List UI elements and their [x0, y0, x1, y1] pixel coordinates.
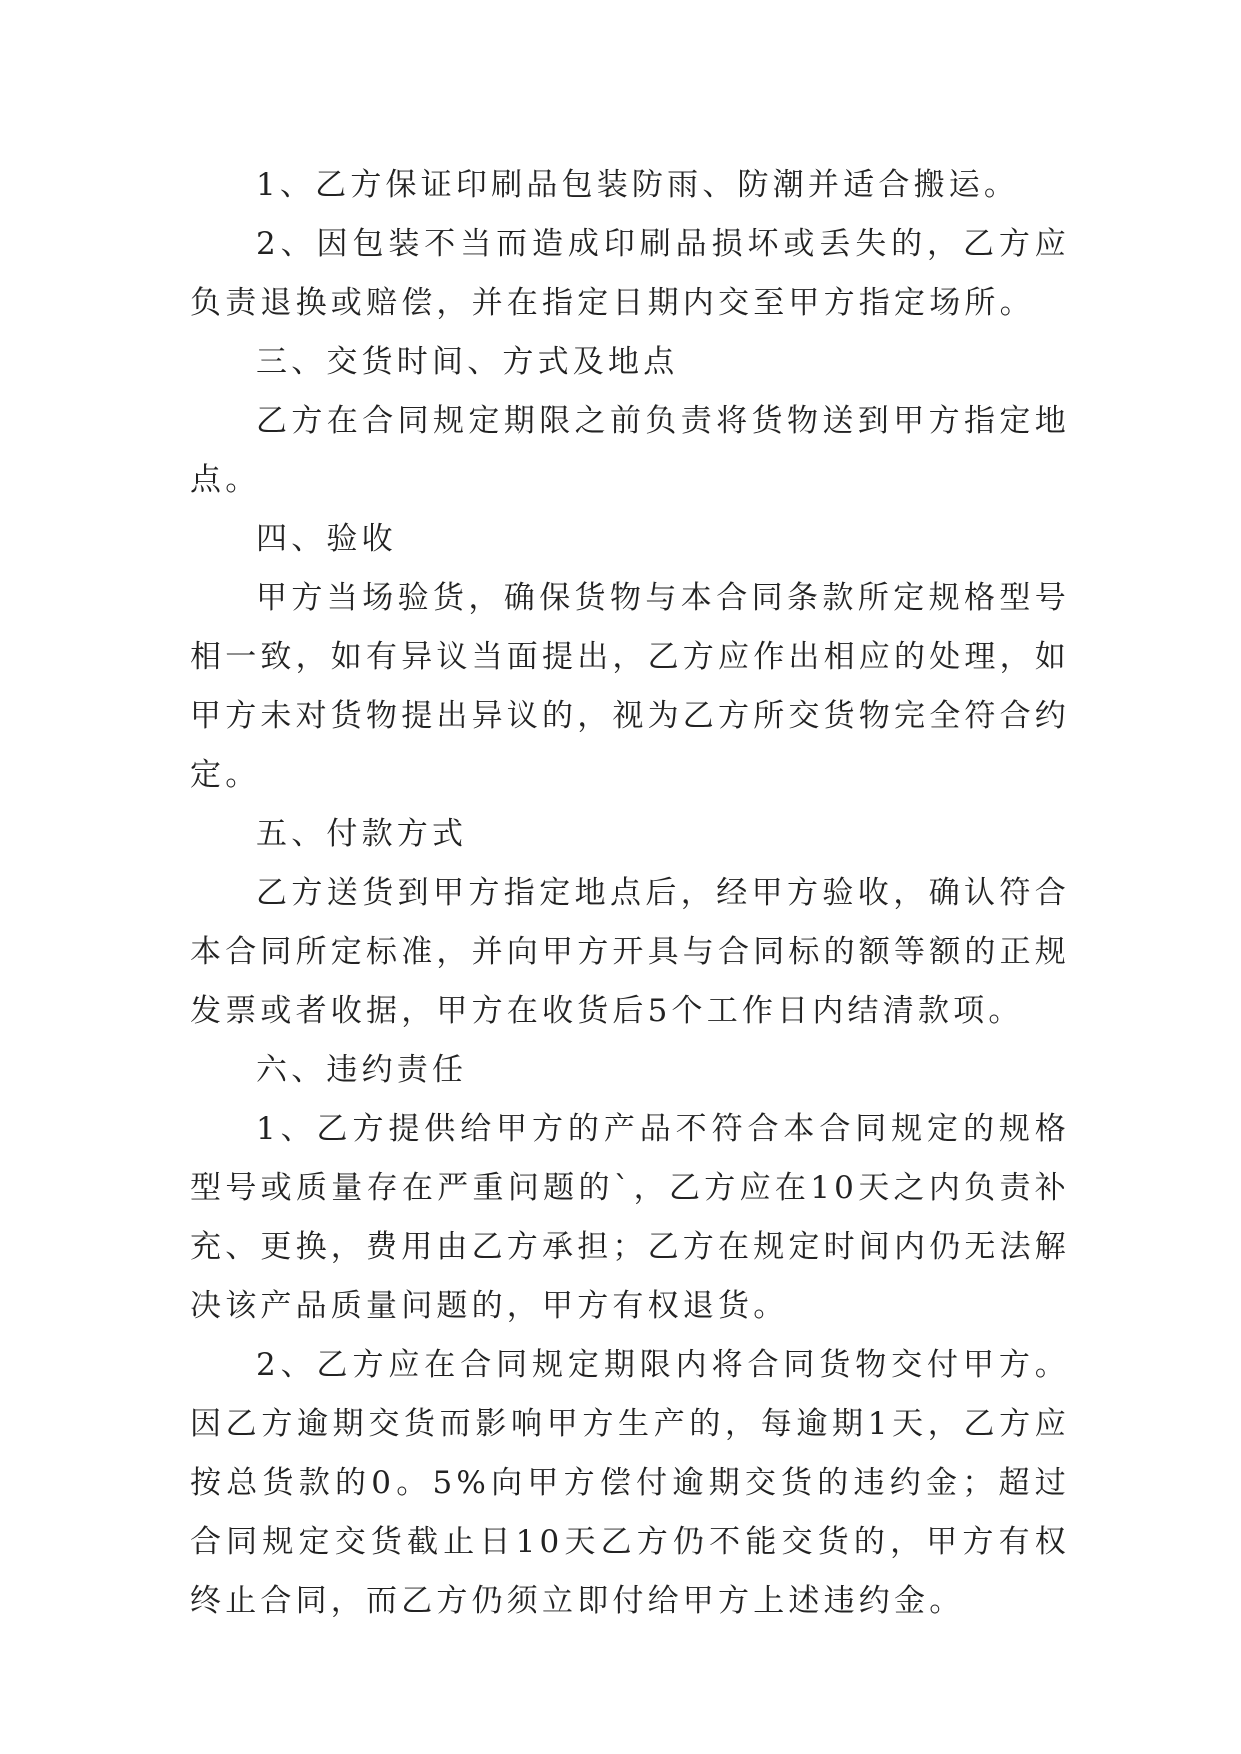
clause-packaging-2: 2、因包装不当而造成印刷品损坏或丢失的，乙方应负责退换或赔偿，并在指定日期内交至甲方指定场所。 [190, 226, 1070, 321]
heading-liability: 六、违约责任 [256, 1052, 468, 1088]
clause-acceptance: 甲方当场验货，确保货物与本合同条款所定规格型号相一致，如有异议当面提出，乙方应作出相应的处理，如甲方未对货物提出异议的，视为乙方所交货物完全符合约定。 [190, 580, 1070, 793]
clause-liability-1: 1、乙方提供给甲方的产品不符合本合同规定的规格型号或质量存在严重问题的`，乙方应在10天之内负责补充、更换，费用由乙方承担；乙方在规定时间内仍无法解决该产品质量问题的，甲方有权退货。 [190, 1111, 1070, 1324]
document-body [190, 156, 1070, 1631]
clause-delivery: 乙方在合同规定期限之前负责将货物送到甲方指定地点。 [190, 403, 1070, 498]
clause-payment: 乙方送货到甲方指定地点后，经甲方验收，确认符合本合同所定标准，并向甲方开具与合同标的额等额的正规发票或者收据，甲方在收货后5个工作日内结清款项。 [190, 875, 1070, 1029]
clause-liability-2: 2、乙方应在合同规定期限内将合同货物交付甲方。因乙方逾期交货而影响甲方生产的，每逾期1天，乙方应按总货款的0。5%向甲方偿付逾期交货的违约金；超过合同规定交货截止日10天乙方仍不能交货的，甲方有权终止合同，而乙方仍须立即付给甲方上述违约金。 [190, 1347, 1070, 1619]
heading-delivery: 三、交货时间、方式及地点 [256, 344, 679, 380]
clause-packaging-1: 1、乙方保证印刷品包装防雨、防潮并适合搬运。 [256, 167, 1020, 203]
heading-payment: 五、付款方式 [256, 816, 468, 852]
heading-acceptance: 四、验收 [256, 521, 397, 557]
